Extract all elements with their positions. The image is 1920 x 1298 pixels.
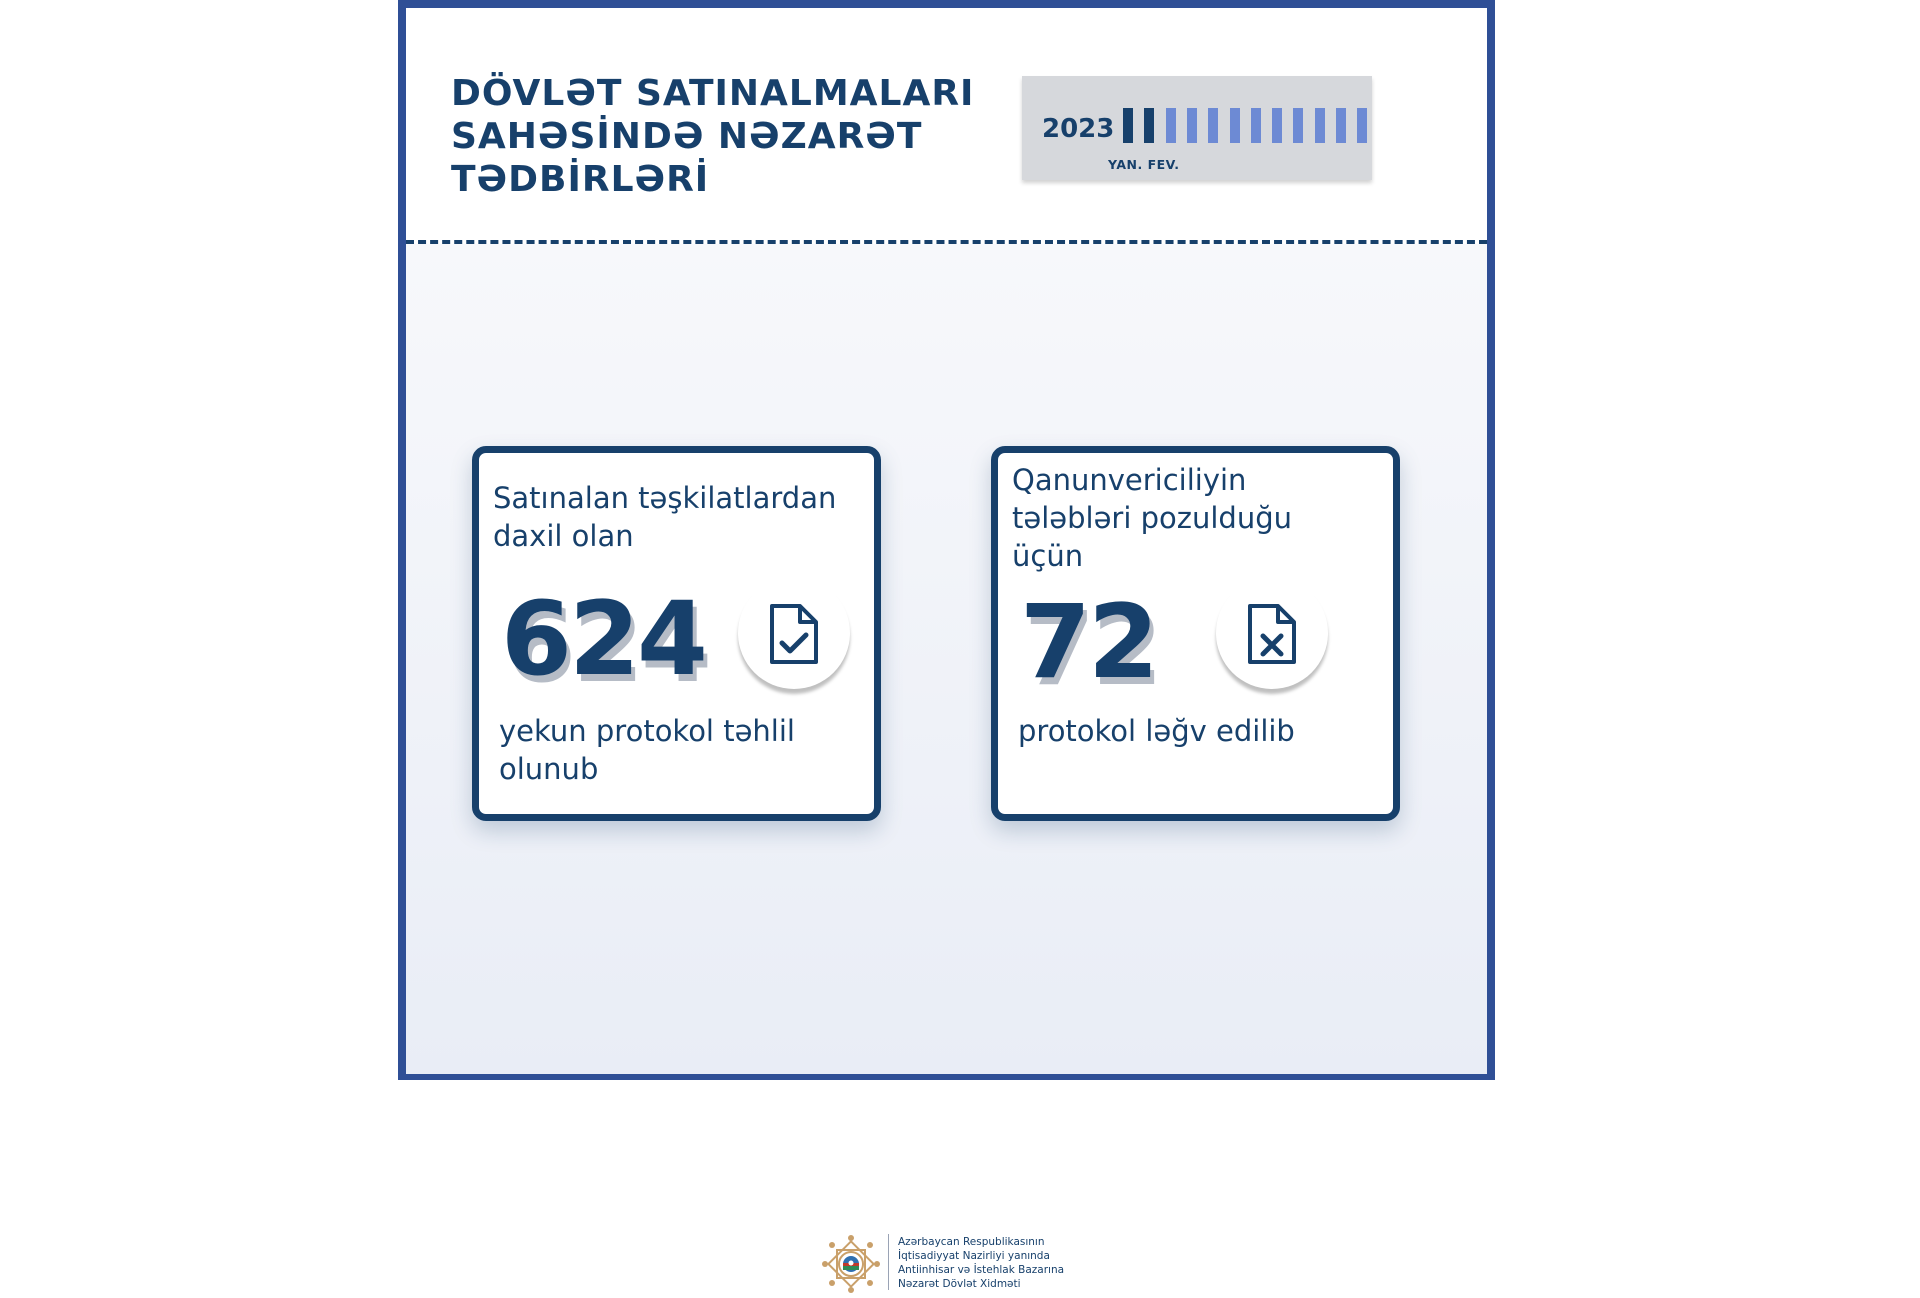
poster-title bbox=[451, 72, 974, 201]
stat-card-analyzed bbox=[472, 446, 881, 821]
timeline-period-label: YAN. FEV. bbox=[1108, 157, 1180, 172]
org-line: Antiinhisar və İstehlak Bazarına bbox=[898, 1264, 1065, 1276]
org-line: İqtisadiyyat Nazirliyi yanında bbox=[898, 1250, 1050, 1262]
footer-organization bbox=[821, 1234, 1087, 1290]
card-text-line: protokol ləğv edilib bbox=[1018, 714, 1295, 748]
title-line: DÖVLƏT SATINALMALARI bbox=[451, 73, 975, 114]
card-text-line: olunub bbox=[499, 752, 599, 786]
document-cross-icon bbox=[1216, 577, 1328, 689]
stat-card-cancelled bbox=[991, 446, 1400, 821]
card-text-line: Satınalan təşkilatlardan bbox=[493, 481, 837, 515]
title-line: TƏDBİRLƏRİ bbox=[451, 159, 710, 200]
period-timeline bbox=[1022, 76, 1372, 180]
timeline-bar bbox=[1230, 108, 1240, 143]
timeline-bar bbox=[1293, 108, 1303, 143]
card-text-line: tələbləri pozulduğu bbox=[1012, 501, 1293, 535]
state-emblem-icon bbox=[821, 1234, 881, 1294]
timeline-bar bbox=[1251, 108, 1261, 143]
timeline-bar bbox=[1336, 108, 1346, 143]
organization-name bbox=[898, 1235, 1064, 1291]
timeline-bar bbox=[1357, 108, 1367, 143]
org-line: Nəzarət Dövlət Xidməti bbox=[898, 1278, 1021, 1290]
infographic-poster bbox=[398, 0, 1495, 1290]
timeline-bar-active bbox=[1144, 108, 1154, 143]
card-top-text bbox=[1012, 461, 1292, 575]
card-text-line: üçün bbox=[1012, 539, 1084, 573]
timeline-year: 2023 bbox=[1042, 114, 1115, 144]
timeline-bar bbox=[1315, 108, 1325, 143]
card-bottom-text bbox=[1018, 712, 1295, 750]
card-text-line: yekun protokol təhlil bbox=[499, 714, 795, 748]
content-area bbox=[406, 244, 1487, 1290]
timeline-bar-active bbox=[1123, 108, 1133, 143]
card-bottom-text bbox=[499, 712, 795, 788]
card-text-line: daxil olan bbox=[493, 519, 634, 553]
title-line: SAHƏSİNDƏ NƏZARƏT bbox=[451, 116, 923, 157]
org-line: Azərbaycan Respublikasının bbox=[898, 1236, 1045, 1248]
footer-separator bbox=[888, 1234, 889, 1290]
timeline-bar bbox=[1166, 108, 1176, 143]
timeline-bar bbox=[1208, 108, 1218, 143]
stat-number: 624 bbox=[501, 580, 705, 699]
timeline-bar bbox=[1187, 108, 1197, 143]
card-text-line: Qanunvericiliyin bbox=[1012, 463, 1247, 497]
stat-number: 72 bbox=[1020, 583, 1156, 702]
timeline-bar bbox=[1272, 108, 1282, 143]
poster-header bbox=[406, 8, 1487, 243]
document-check-icon bbox=[738, 577, 850, 689]
card-top-text bbox=[493, 479, 836, 555]
